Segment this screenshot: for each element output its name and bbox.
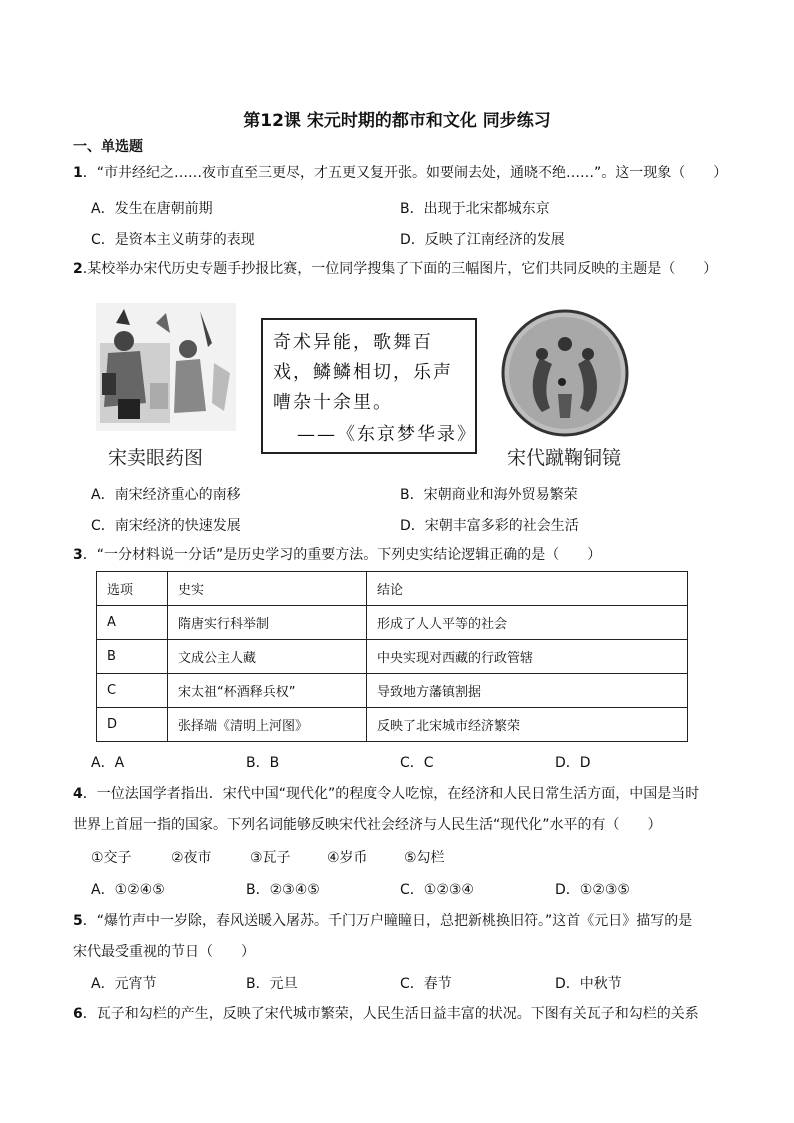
table-cell: 隋唐实行科举制 — [168, 606, 367, 640]
question-6 — [73, 1004, 733, 1024]
option-c: C．是资本主义萌芽的表现 — [91, 232, 255, 248]
table-cell: B — [97, 640, 168, 674]
question-number: 2 — [73, 261, 83, 277]
question-stem: ．“一分材料说一分话”是历史学习的重要方法。下列史实结论逻辑正确的是（ ） — [82, 547, 602, 563]
quote-source: ——《东京梦华录》 — [297, 424, 477, 445]
option-a: A．元宵节 — [91, 976, 157, 992]
question-number: 6 — [73, 1006, 83, 1022]
question-4-continued: 世界上首屈一指的国家。下列名词能够反映宋代社会经济与人民生活“现代化”水平的有（ ） — [73, 817, 662, 833]
option-d: D．中秋节 — [555, 976, 622, 992]
item-2: ②夜市 — [171, 850, 212, 866]
option-b: B．②③④⑤ — [246, 882, 320, 898]
table-cell: 形成了人人平等的社会 — [367, 606, 688, 640]
table-cell: 导致地方藩镇割据 — [367, 674, 688, 708]
item-4: ④岁币 — [327, 850, 368, 866]
option-c: C．春节 — [400, 976, 452, 992]
quote-line: 戏，鳞鳞相切，乐声 — [273, 362, 453, 383]
option-b: B．出现于北宋都城东京 — [400, 201, 550, 217]
option-b: B．元旦 — [246, 976, 298, 992]
option-c: C．①②③④ — [400, 882, 474, 898]
table-header-row — [97, 572, 688, 606]
quote-line: 嘈杂十余里。 — [273, 392, 393, 413]
table-row — [97, 640, 688, 674]
question-5-continued: 宋代最受重视的节日（ ） — [73, 944, 255, 960]
history-table — [96, 571, 688, 742]
option-d: D．D — [555, 755, 591, 771]
item-1: ①交子 — [91, 850, 132, 866]
table-cell: 中央实现对西藏的行政管辖 — [367, 640, 688, 674]
table-row — [97, 708, 688, 742]
table-cell: D — [97, 708, 168, 742]
question-number: 3 — [73, 547, 83, 563]
table-header-cell: 结论 — [367, 572, 688, 606]
table-header-cell: 史实 — [168, 572, 367, 606]
question-stem: ．一位法国学者指出．宋代中国“现代化”的程度令人吃惊，在经济和人民日常生活方面，中国是当时 — [82, 786, 700, 802]
table-row — [97, 674, 688, 708]
question-stem: ．“市井经纪之……夜市直至三更尽，才五更又复开张。如要闹去处，通晓不绝……”。这一现象（ ） — [82, 165, 728, 181]
table-header-cell: 选项 — [97, 572, 168, 606]
eye-medicine-painting — [96, 303, 236, 431]
option-c: C．C — [400, 755, 434, 771]
table-cell: A — [97, 606, 168, 640]
option-a: A．①②④⑤ — [91, 882, 165, 898]
option-b: B．B — [246, 755, 280, 771]
item-3: ③瓦子 — [250, 850, 291, 866]
left-image-caption: 宋卖眼药图 — [108, 447, 204, 469]
question-3 — [73, 545, 733, 565]
table-row — [97, 606, 688, 640]
quote-box — [261, 318, 477, 454]
cuju-bronze-mirror — [500, 308, 630, 438]
section-heading: 一、单选题 — [73, 139, 143, 155]
item-5: ⑤勾栏 — [404, 850, 445, 866]
question-number: 5 — [73, 913, 83, 929]
question-stem: ．瓦子和勾栏的产生，反映了宋代城市繁荣，人民生活日益丰富的状况。下图有关瓦子和勾栏的关系 — [82, 1006, 699, 1022]
option-a: A．A — [91, 755, 125, 771]
right-image-caption: 宋代蹴鞠铜镜 — [507, 447, 622, 469]
option-a: A．发生在唐朝前期 — [91, 201, 213, 217]
table-cell: C — [97, 674, 168, 708]
option-d: D．反映了江南经济的发展 — [400, 232, 565, 248]
question-stem: ．“爆竹声中一岁除，春风送暖入屠苏。千门万户瞳瞳日，总把新桃换旧符。”这首《元日》描写的是 — [82, 913, 693, 929]
question-stem: .某校举办宋代历史专题手抄报比赛，一位同学搜集了下面的三幅图片，它们共同反映的主题是（ ） — [82, 261, 718, 277]
option-b: B．宋朝商业和海外贸易繁荣 — [400, 487, 578, 503]
question-5 — [73, 911, 733, 931]
question-number: 1 — [73, 165, 83, 181]
page-title: 第12课 宋元时期的都市和文化 同步练习 — [243, 111, 551, 131]
table-cell: 反映了北宋城市经济繁荣 — [367, 708, 688, 742]
option-c: C．南宋经济的快速发展 — [91, 518, 241, 534]
table-cell: 张择端《清明上河图》 — [168, 708, 367, 742]
option-d: D．宋朝丰富多彩的社会生活 — [400, 518, 579, 534]
question-number: 4 — [73, 786, 83, 802]
question-2 — [73, 259, 733, 279]
option-a: A．南宋经济重心的南移 — [91, 487, 241, 503]
option-d: D．①②③⑤ — [555, 882, 630, 898]
question-4 — [73, 784, 733, 804]
table-cell: 文成公主人藏 — [168, 640, 367, 674]
quote-line: 奇术异能，歌舞百 — [273, 332, 433, 353]
question-1 — [73, 163, 733, 183]
table-cell: 宋太祖“杯酒释兵权” — [168, 674, 367, 708]
